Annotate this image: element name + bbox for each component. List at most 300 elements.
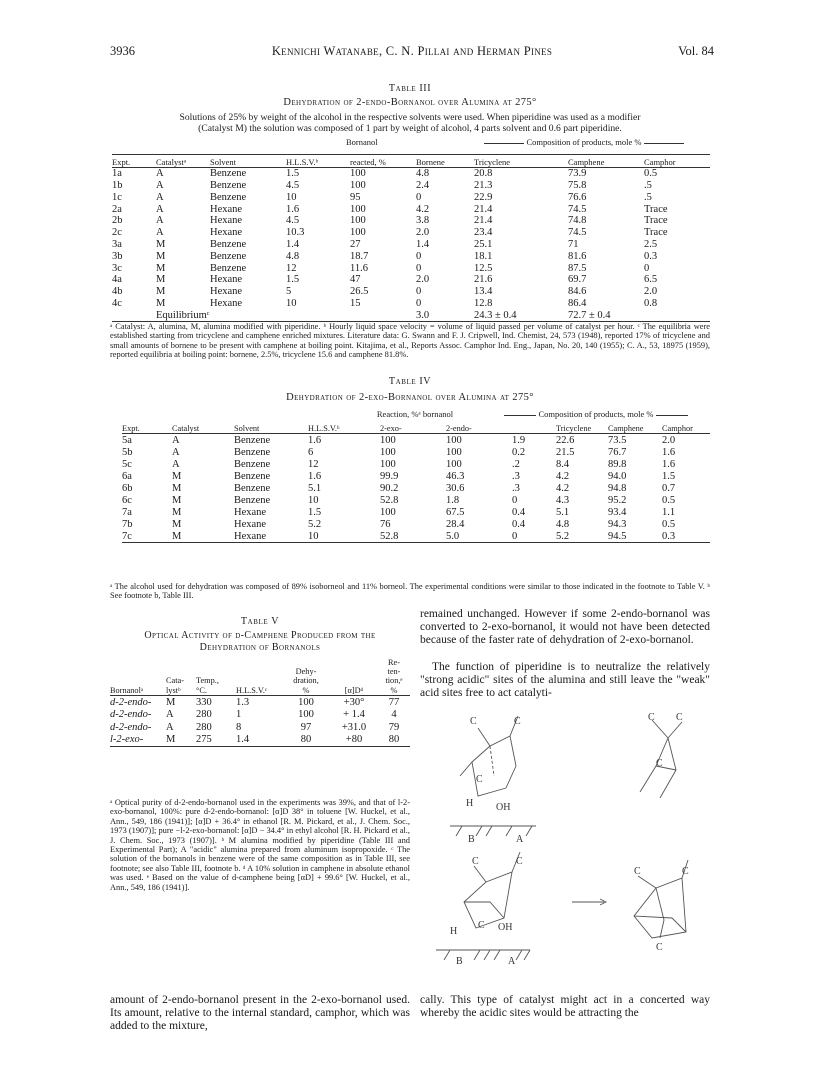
- table4-cell: 99.9: [380, 470, 399, 482]
- table3-cell: 25.1: [474, 238, 493, 250]
- table4-row: [122, 434, 710, 447]
- table3-cell: 10: [286, 297, 297, 309]
- table3-cell: 6.5: [644, 274, 658, 286]
- table3-cell: A: [156, 168, 164, 180]
- table3-cell: 11.6: [350, 262, 368, 274]
- table3-cell: 21.4: [474, 203, 493, 215]
- table3-row: [112, 274, 710, 286]
- table3-cell: 71: [568, 238, 579, 250]
- table3-cell: Hexane: [210, 203, 243, 215]
- table4-cell: 1.9: [512, 434, 526, 446]
- table4-cell: A: [172, 434, 180, 446]
- table4-cell: 1.8: [446, 494, 460, 506]
- table5-cell: +31.0: [341, 721, 367, 733]
- table5-cell: 1.4: [236, 734, 250, 746]
- table3-cell: Benzene: [210, 191, 247, 203]
- ring-bond: [464, 872, 512, 928]
- table4-cell: 100: [446, 446, 462, 458]
- table3-cell: A: [156, 191, 164, 203]
- equilibrium-camphene: 72.7 ± 0.4: [568, 309, 611, 321]
- table3-cell: 73.9: [568, 168, 587, 180]
- product-bond: [634, 860, 688, 938]
- table3-cell: Benzene: [210, 238, 247, 250]
- table3-cell: 4.2: [416, 203, 430, 215]
- table4-cell: 95.2: [608, 494, 627, 506]
- table4-cell: 5.2: [308, 518, 322, 530]
- table3-cell: 0.5: [644, 168, 658, 180]
- equilibrium-tricyclene: 24.3 ± 0.4: [474, 309, 517, 321]
- table5-cell: M: [166, 734, 176, 746]
- table5-cell: 80: [300, 734, 312, 746]
- table4-cell: 94.3: [608, 518, 627, 530]
- table3-header-row: [112, 155, 710, 168]
- table5-title-line1: Optical Activity of d-Camphene Produced from the: [144, 630, 376, 641]
- table3-cell: 10: [286, 191, 297, 203]
- table3-caption: [104, 112, 716, 134]
- table4-cell: M: [172, 530, 182, 542]
- table5-col-alpha: [α]Dᵈ: [344, 685, 364, 695]
- table3-row: [112, 250, 710, 262]
- table3-cell: 74.5: [568, 203, 587, 215]
- table5-header-row: [110, 658, 410, 695]
- equilibrium-bornene: 3.0: [416, 309, 430, 321]
- table3-col-tricyclene: Tricyclene: [474, 156, 511, 167]
- table3-cell: 0: [416, 191, 422, 203]
- table4-cell: 4.2: [556, 482, 570, 494]
- table3-col-expt: Expt.: [112, 156, 131, 167]
- table3-cell: 2.0: [416, 227, 430, 239]
- table4-cell: 5.2: [556, 530, 570, 542]
- table4-cell: 0.7: [662, 482, 676, 494]
- table5-row: [110, 695, 410, 708]
- table3-cell: Benzene: [210, 179, 247, 191]
- table4-cell: 100: [380, 434, 396, 446]
- label-c: C: [676, 712, 683, 723]
- table4-cell: 7c: [122, 530, 132, 542]
- table3-cell: 69.7: [568, 274, 587, 286]
- table3-cell: .5: [644, 191, 652, 203]
- table3-cell: 4.5: [286, 179, 300, 191]
- table3-cell: M: [156, 297, 166, 309]
- table4-cell: 0.3: [662, 530, 676, 542]
- table4-cell: 8.4: [556, 458, 570, 470]
- table3-cell: M: [156, 262, 166, 274]
- table4-cell: 94.0: [608, 470, 627, 482]
- table3-empty-cell: [286, 309, 416, 321]
- table4-cell: A: [172, 458, 180, 470]
- table4-cell: Hexane: [234, 530, 267, 542]
- table3-cell: M: [156, 286, 166, 298]
- table3-cell: Hexane: [210, 297, 243, 309]
- table3-cell: 27: [350, 238, 361, 250]
- table4-cell: 6a: [122, 470, 132, 482]
- table5-cell: 79: [388, 721, 400, 733]
- table3-cell: 3c: [112, 262, 122, 274]
- table3-cell: Hexane: [210, 227, 243, 239]
- table4-cell: 5.1: [556, 506, 570, 518]
- table4-col-bornene: [512, 421, 556, 434]
- table3-col-reacted: reacted, %: [350, 156, 386, 167]
- table3-row: [112, 239, 710, 251]
- table5-cell: 77: [388, 696, 400, 708]
- table3-cell: 13.4: [474, 286, 493, 298]
- table3-cell: 12.5: [474, 262, 493, 274]
- table4-cell: 21.5: [556, 446, 575, 458]
- table4-cell: 100: [380, 458, 396, 470]
- table4-cell: 94.8: [608, 482, 627, 494]
- label-a: A: [508, 956, 516, 967]
- table4-cell: 100: [446, 434, 462, 446]
- table3-cell: A: [156, 227, 164, 239]
- table4-label: Table IV: [388, 376, 432, 387]
- table3-cell: 2.5: [644, 238, 658, 250]
- label-c: C: [478, 920, 485, 931]
- table5-col-retention: Re- ten- tion,ᵉ %: [385, 658, 403, 695]
- table3-cell: 21.4: [474, 215, 493, 227]
- table4-row: [122, 518, 710, 530]
- volume-number: Vol. 84: [678, 44, 714, 58]
- table3-cell: Trace: [644, 215, 668, 227]
- table3-row: [112, 227, 710, 239]
- table3-footnote: ᵃ Catalyst: A, alumina, M, alumina modified with piperidine. ᵇ Hourly liquid space velocity = volume of liquid passed per volume of catalyst per hour. ᶜ The equilibria were established starting from tricyclene and camphene enriched mixtures. Literature data: G. Swann and F. J. Cripwell, Ind. Chemist, 24, 573 (1948), reported 17% of tricyclene and small amounts of bornene to be present with camphene at boiling point. Kitajima, et al., Reports Assoc. Camphor Ind. Eng., Japan, No. 20, 140 (1955); C. A., 53, 18975 (1959), reported equilibria at boiling point: bornene, 2.5%, tricyclene 15.6 and camphene 81.8%.: [110, 322, 710, 360]
- table3-cell: 4b: [112, 286, 123, 298]
- table3-row: [112, 203, 710, 215]
- table5-col-temp: Temp., °C.: [196, 676, 219, 695]
- table3-cell: Hexane: [210, 274, 243, 286]
- table3-cell: 0: [416, 250, 422, 262]
- table3-span-header-2: Composition of products, mole %: [478, 137, 690, 147]
- table3-cell: 74.5: [568, 227, 587, 239]
- table5-cell: d-2-endo-: [110, 696, 152, 708]
- table4-cell: M: [172, 482, 182, 494]
- table4-cell: 0.5: [662, 494, 676, 506]
- table4-cell: 0.4: [512, 506, 526, 518]
- table3-cell: Benzene: [210, 168, 247, 180]
- table3-cell: 1b: [112, 179, 123, 191]
- table5-cell: 280: [196, 709, 212, 721]
- ring-bond: [490, 746, 494, 776]
- label-oh: OH: [498, 922, 513, 933]
- table3-cell: M: [156, 274, 166, 286]
- table5-cell: A: [166, 721, 174, 733]
- table4-cell: Hexane: [234, 506, 267, 518]
- table3-cell: 86.4: [568, 297, 587, 309]
- table3-cell: 12.8: [474, 297, 493, 309]
- table5: [110, 658, 410, 747]
- table3-cell: M: [156, 250, 166, 262]
- table5-cell: 100: [298, 696, 314, 708]
- table5-title: [106, 630, 414, 654]
- table3-cell: 20.8: [474, 168, 493, 180]
- table3-col-bornene: Bornene: [416, 156, 445, 167]
- table3-cell: 3b: [112, 250, 123, 262]
- table4-cell: 1.6: [308, 434, 322, 446]
- table4-col-expt: Expt.: [122, 424, 140, 433]
- table5-cell: d-2-endo-: [110, 709, 152, 721]
- table3-caption-line1: Solutions of 25% by weight of the alcohol in the respective solvents were used. When piperidine was used as a modifier: [179, 112, 641, 123]
- table4-col-camphene: Camphene: [608, 424, 644, 433]
- table5-row: [110, 708, 410, 721]
- table4-cell: 0.2: [512, 446, 526, 458]
- table4-cell: 0: [512, 530, 518, 542]
- table5-footnote: ᵃ Optical purity of d-2-endo-bornanol used in the experiments was 39%, and that of l-2-exo-bornanol, 100%: pure d-2-endo-bornanol: [α]D 38° in toluene [W. Huckel, et al., Ann., 549, 186 (1941)]; [α]D + 36.4° in ethanol [R. M. Pickard, et al., J. Chem. Soc., 1973 (1907)]; pure −l-2-exo-bornanol: [α]D − 34.4° in ethyl alcohol [R. H. Pickard et al., J. Chem. Soc., 1973 (1907)]. ᵇ M alumina modified by piperidine (Table III and Experimental Part); A "acidic" alumina prepared from aluminum isopropoxide. ᶜ The solution of the bornanols in benzene were of the same composition as in Table III, see footnote; see also Table III, footnote b. ᵈ A 10% solution in camphene in absolute ethanol was used. ᵉ Based on the value of d-camphene being [αD] + 99.6° [W. Huckel, et al., Ann., 549, 186 (1941)].: [110, 798, 410, 892]
- mechanism-upper-left: [450, 716, 536, 836]
- table3-cell: 5: [286, 286, 292, 298]
- table5-cell: 4: [391, 709, 397, 721]
- table3-cell: 4a: [112, 274, 122, 286]
- table4-cell: 52.8: [380, 494, 399, 506]
- table4-cell: .2: [512, 458, 520, 470]
- label-b: B: [468, 834, 475, 845]
- table4-cell: 28.4: [446, 518, 465, 530]
- table4-col-catalyst: Catalyst: [172, 424, 200, 433]
- table4-cell: 0: [512, 494, 518, 506]
- table4-cell: 4.3: [556, 494, 570, 506]
- table4-cell: 10: [308, 530, 319, 542]
- table5-title-line2: Dehydration of Bornanols: [199, 642, 321, 653]
- table5-cell: 275: [196, 734, 212, 746]
- table4-cell: A: [172, 446, 180, 458]
- table3-cell: 0: [644, 262, 650, 274]
- table4-cell: 90.2: [380, 482, 399, 494]
- table5-col-catalyst: Cata- lystᵇ: [166, 676, 184, 695]
- table3-cell: 0.8: [644, 297, 658, 309]
- table4-span-header-1: Reaction, %ᵃ bornanol: [376, 409, 454, 419]
- table4-col-hlsv: H.L.S.V.ᵇ: [308, 424, 340, 433]
- table3-cell: Benzene: [210, 262, 247, 274]
- table4-cell: 0.4: [512, 518, 526, 530]
- table3-cell: 18.1: [474, 250, 493, 262]
- table3-col-camphene: Camphene: [568, 156, 605, 167]
- table3-title: Dehydration of 2-endo-Bornanol over Alumina at 275°: [283, 97, 537, 108]
- table4-row: [122, 470, 710, 482]
- table3-row: [112, 167, 710, 179]
- table3-equilibrium-row: [112, 309, 710, 321]
- table3-cell: 1.5: [286, 274, 300, 286]
- label-h: H: [450, 926, 458, 937]
- table5-cell: 80: [388, 734, 400, 746]
- table3-cell: 10.3: [286, 227, 305, 239]
- table3-cell: A: [156, 179, 164, 191]
- table4-cell: 6b: [122, 482, 133, 494]
- label-c: C: [476, 774, 483, 785]
- label-c: C: [682, 866, 689, 877]
- table4-cell: Benzene: [234, 494, 271, 506]
- table3-row: [112, 191, 710, 203]
- label-c: C: [514, 716, 521, 727]
- table4-cell: 5b: [122, 446, 133, 458]
- table4-cell: 100: [380, 506, 396, 518]
- table5-col-hlsv: H.L.S.V.ᶜ: [236, 685, 268, 695]
- table5-cell: 97: [300, 721, 312, 733]
- table4-cell: 73.5: [608, 434, 627, 446]
- table3-cell: 22.9: [474, 191, 493, 203]
- label-c: C: [634, 866, 641, 877]
- table4-cell: .3: [512, 470, 520, 482]
- table4-cell: 1.6: [662, 458, 676, 470]
- right-column-text-top: remained unchanged. However if some 2-endo-bornanol was converted to 2-exo-bornanol, it would not have been detected because of the faster rate of dehydration of 2-exo-bornanol.: [420, 608, 710, 646]
- table5-cell: +80: [345, 734, 363, 746]
- table3-cell: 0: [416, 297, 422, 309]
- table4-cell: 0.5: [662, 518, 676, 530]
- table4-title: Dehydration of 2-exo-Bornanol over Alumina at 275°: [286, 392, 534, 403]
- table3-cell: 81.6: [568, 250, 587, 262]
- table5-cell: A: [166, 709, 174, 721]
- table5-col-dehydration: Dehy- dration, %: [293, 667, 319, 695]
- table5-cell: 100: [298, 709, 314, 721]
- table4-cell: 1.6: [308, 470, 322, 482]
- table4-cell: Benzene: [234, 470, 271, 482]
- table3-row: [112, 298, 710, 310]
- table4-cell: 89.8: [608, 458, 627, 470]
- table5-cell: 8: [236, 721, 242, 733]
- table4-cell: 1.5: [662, 470, 676, 482]
- label-b: B: [456, 956, 463, 967]
- table4-cell: 100: [380, 446, 396, 458]
- table4-col-exo: 2-exo-: [380, 424, 402, 433]
- table4-cell: 5.0: [446, 530, 460, 542]
- table4-cell: M: [172, 506, 182, 518]
- table5-cell: M: [166, 696, 176, 708]
- table3-cell: 3a: [112, 238, 122, 250]
- table3-cell: 4c: [112, 297, 122, 309]
- table5-cell: 330: [196, 696, 212, 708]
- table3-cell: Benzene: [210, 250, 247, 262]
- table3-cell: 100: [350, 227, 366, 239]
- table4-cell: 1.6: [662, 446, 676, 458]
- table4-cell: 2.0: [662, 434, 676, 446]
- table4-col-tricyclene: Tricyclene: [556, 424, 592, 433]
- label-c: C: [648, 712, 655, 723]
- table4-cell: 67.5: [446, 506, 465, 518]
- table4-cell: 12: [308, 458, 319, 470]
- table4-cell: 1.5: [308, 506, 322, 518]
- label-c: C: [470, 716, 477, 727]
- table4-cell: M: [172, 518, 182, 530]
- table4-row: [122, 494, 710, 506]
- table3-cell: 2a: [112, 203, 122, 215]
- table3-cell: 75.8: [568, 179, 587, 191]
- table3-cell: 1.6: [286, 203, 300, 215]
- mechanism-lower-right: [634, 860, 688, 938]
- table3-cell: 74.8: [568, 215, 587, 227]
- table3-span-header-1: Bornanol: [346, 137, 378, 147]
- table4-cell: 7a: [122, 506, 132, 518]
- table3-cell: 15: [350, 297, 361, 309]
- label-c: C: [656, 758, 663, 769]
- table3-row: [112, 286, 710, 298]
- table4-cell: 1.1: [662, 506, 676, 518]
- table4-cell: 7b: [122, 518, 133, 530]
- table3-cell: Trace: [644, 203, 668, 215]
- table5-label: Table V: [240, 616, 280, 627]
- table4-cell: .3: [512, 482, 520, 494]
- table4-cell: 52.8: [380, 530, 399, 542]
- table5-cell: 280: [196, 721, 212, 733]
- running-header: [110, 44, 714, 62]
- table4-row: [122, 458, 710, 470]
- table4-cell: 6c: [122, 494, 132, 506]
- table3-cell: Trace: [644, 227, 668, 239]
- equilibrium-label: Equilibriumᶜ: [156, 309, 210, 321]
- page-number: 3936: [110, 44, 135, 58]
- table4-header-row: [122, 421, 710, 434]
- mechanism-diagram: [420, 706, 710, 991]
- table3-cell: 100: [350, 168, 366, 180]
- table4-cell: 4.8: [556, 518, 570, 530]
- table3-cell: 100: [350, 179, 366, 191]
- table4-cell: Benzene: [234, 434, 271, 446]
- right-column-text-para2: The function of piperidine is to neutralize the relatively "strong acidic" sites of the alumina and still leave the "weak" acid sites free to act catalyti-: [420, 661, 710, 699]
- table3-cell: 3.8: [416, 215, 430, 227]
- table4-cell: 46.3: [446, 470, 465, 482]
- table3-cell: 95: [350, 191, 361, 203]
- author-line: Kennichi Watanabe, C. N. Pillai and Herman Pines: [271, 44, 553, 58]
- label-h: H: [466, 798, 474, 809]
- table3-cell: 1.4: [416, 238, 430, 250]
- table4-cell: 100: [446, 458, 462, 470]
- table3-cell: 47: [350, 274, 361, 286]
- mechanism-lower-left: [436, 852, 530, 960]
- table3-cell: 4.8: [286, 250, 300, 262]
- table5-cell: + 1.4: [343, 709, 365, 721]
- mechanism-arrow: [572, 899, 606, 905]
- table4-cell: Benzene: [234, 458, 271, 470]
- table3-cell: A: [156, 215, 164, 227]
- label-c: C: [656, 942, 663, 953]
- table4-cell: 76.7: [608, 446, 627, 458]
- table3-row: [112, 180, 710, 192]
- table4-cell: 4.2: [556, 470, 570, 482]
- table3-cell: .5: [644, 179, 652, 191]
- table3-col-catalyst: Catalystᵃ: [156, 156, 187, 167]
- table3-cell: 4.5: [286, 215, 300, 227]
- label-oh: OH: [496, 802, 511, 813]
- table3-col-solvent: Solvent: [210, 156, 236, 167]
- table3-cell: 12: [286, 262, 297, 274]
- table4-cell: 5.1: [308, 482, 322, 494]
- ring-bond: [474, 852, 520, 882]
- table3-cell: 100: [350, 215, 366, 227]
- table3-cell: A: [156, 203, 164, 215]
- table3-cell: 1.5: [286, 168, 300, 180]
- table3-cell: Hexane: [210, 286, 243, 298]
- table3-cell: 2.4: [416, 179, 430, 191]
- table3-cell: 2.0: [416, 274, 430, 286]
- table4-row: [122, 506, 710, 518]
- table4-cell: Benzene: [234, 482, 271, 494]
- table4-cell: Hexane: [234, 518, 267, 530]
- table4-cell: 22.6: [556, 434, 575, 446]
- table4-cell: M: [172, 470, 182, 482]
- table5-cell: 1.3: [236, 696, 250, 708]
- table4-cell: 76: [380, 518, 391, 530]
- table3-cell: 23.4: [474, 227, 493, 239]
- table3-cell: 21.6: [474, 274, 493, 286]
- table3-cell: 2b: [112, 215, 123, 227]
- table4-cell: 94.5: [608, 530, 627, 542]
- table4: [122, 421, 710, 543]
- table3-cell: 76.6: [568, 191, 587, 203]
- table5-cell: +30°: [343, 696, 365, 708]
- table3-cell: 21.3: [474, 179, 493, 191]
- table4-cell: M: [172, 494, 182, 506]
- table3-cell: 1c: [112, 191, 122, 203]
- table5-cell: l-2-exo-: [110, 734, 144, 746]
- table3-cell: 4.8: [416, 168, 430, 180]
- table3: [112, 154, 710, 322]
- table4-cell: 5c: [122, 458, 132, 470]
